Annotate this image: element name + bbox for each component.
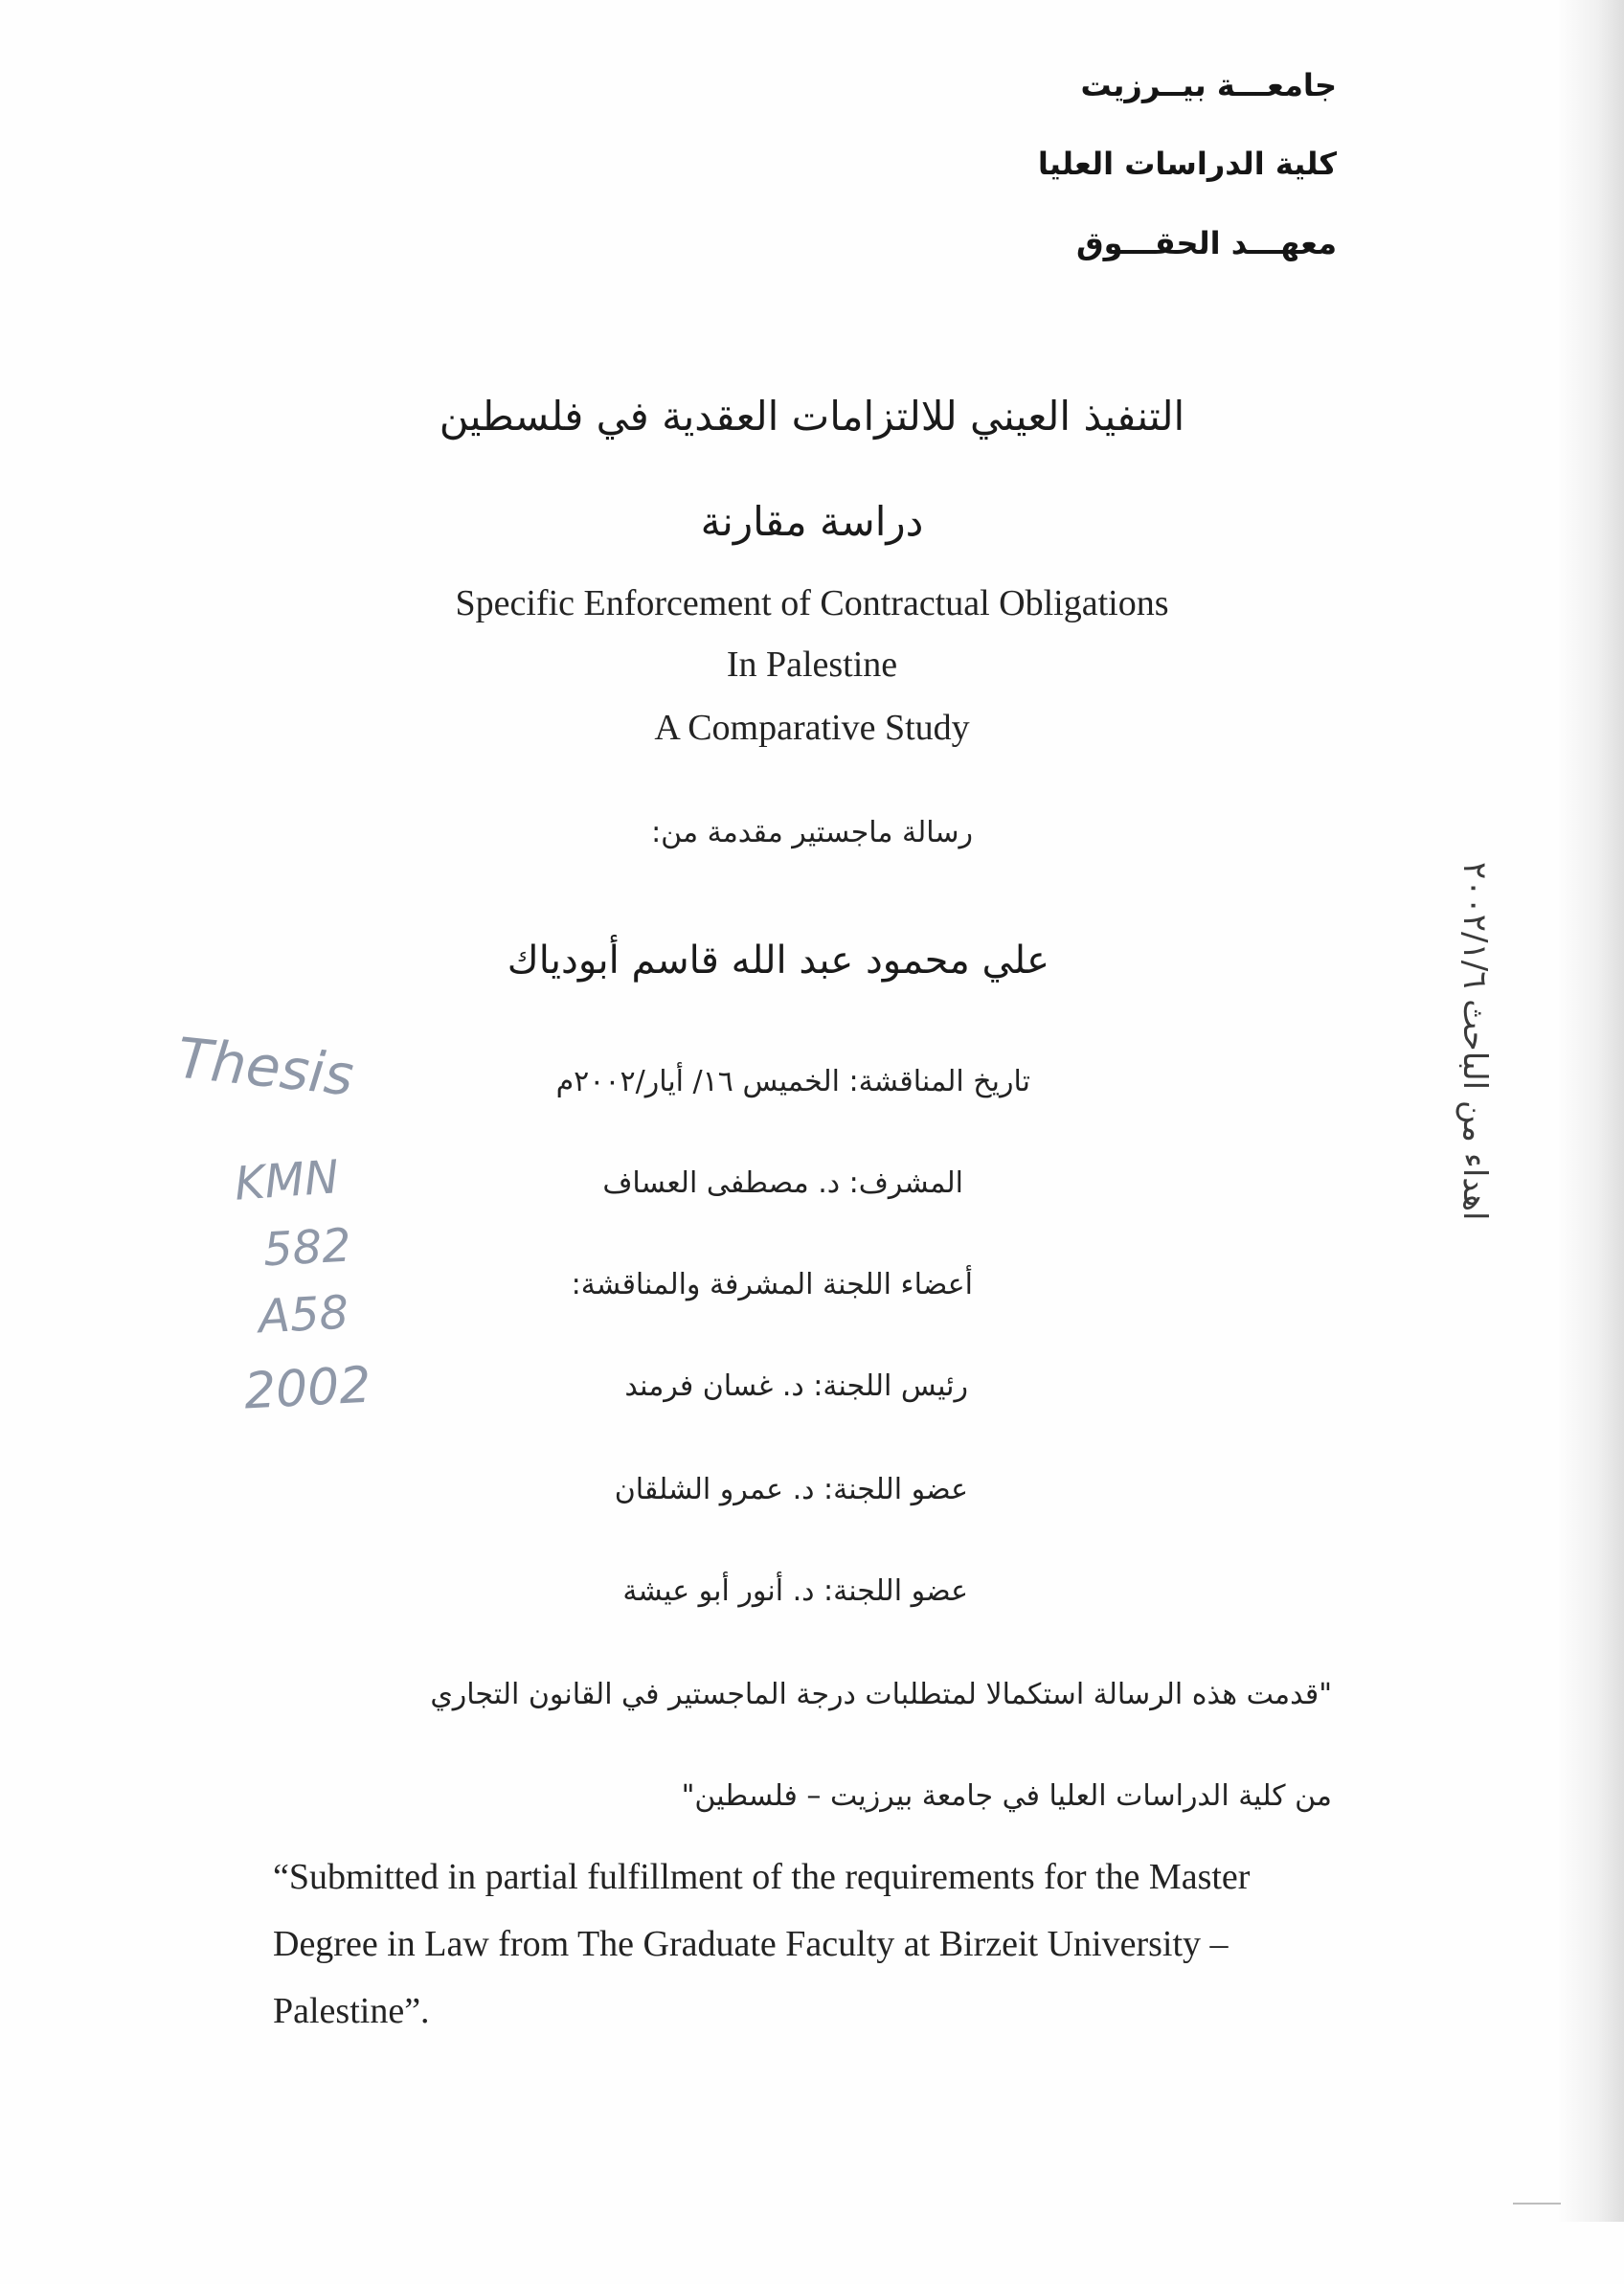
submission-arabic-line2: من كلية الدراسات العليا في جامعة بيرزيت – فلسطين" xyxy=(681,1779,1332,1813)
supervisor: المشرف: د. مصطفى العساف xyxy=(602,1166,963,1200)
defense-date: تاريخ المناقشة: الخميس ١٦/ أيار/٢٠٠٢م xyxy=(555,1065,1030,1098)
submission-english: “Submitted in partial fulfillment of the requirements for the Master Degree in Law from The Graduate Faculty at Birzeit University – Palestine”. xyxy=(273,1857,1251,2031)
committee-member-2: عضو اللجنة: د. أنور أبو عيشة xyxy=(622,1574,968,1608)
handwritten-side-note: اهداء من الباحث ٢٠٠٢/١/٦ xyxy=(1455,862,1494,1221)
handwritten-call-number-3: A58 xyxy=(257,1285,350,1345)
handwritten-call-number-2: 582 xyxy=(261,1218,353,1278)
handwritten-call-number-1: KMN xyxy=(233,1150,341,1211)
submission-arabic-line1: "قدمت هذه الرسالة استكمالا لمتطلبات درجة الماجستير في القانون التجاري xyxy=(430,1678,1332,1711)
committee-member-1: عضو اللجنة: د. عمرو الشلقان xyxy=(614,1473,968,1506)
author-name: علي محمود عبد الله قاسم أبودياك xyxy=(507,938,1049,983)
english-title-line2: In Palestine xyxy=(726,644,898,685)
arabic-subtitle: دراسة مقارنة xyxy=(700,498,924,545)
handwritten-year: 2002 xyxy=(242,1356,372,1421)
institute-name: معهـــد الحقـــوق xyxy=(1076,225,1337,261)
committee-label: أعضاء اللجنة المشرفة والمناقشة: xyxy=(571,1268,973,1301)
scan-edge-mark xyxy=(1513,2203,1561,2205)
presented-by-label: رسالة ماجستير مقدمة من: xyxy=(651,816,973,849)
scan-edge-shadow xyxy=(1557,0,1624,2222)
handwritten-thesis: Thesis xyxy=(173,1025,357,1109)
english-title-line3: A Comparative Study xyxy=(654,708,970,748)
faculty-name: كلية الدراسات العليا xyxy=(1037,146,1337,182)
university-name: جامعـــة بيــرزيت xyxy=(1080,67,1337,103)
english-title-line1: Specific Enforcement of Contractual Obligations xyxy=(455,583,1169,623)
committee-head: رئيس اللجنة: د. غسان فرمند xyxy=(624,1369,968,1403)
arabic-title: التنفيذ العيني للالتزامات العقدية في فلسطين xyxy=(439,393,1185,440)
